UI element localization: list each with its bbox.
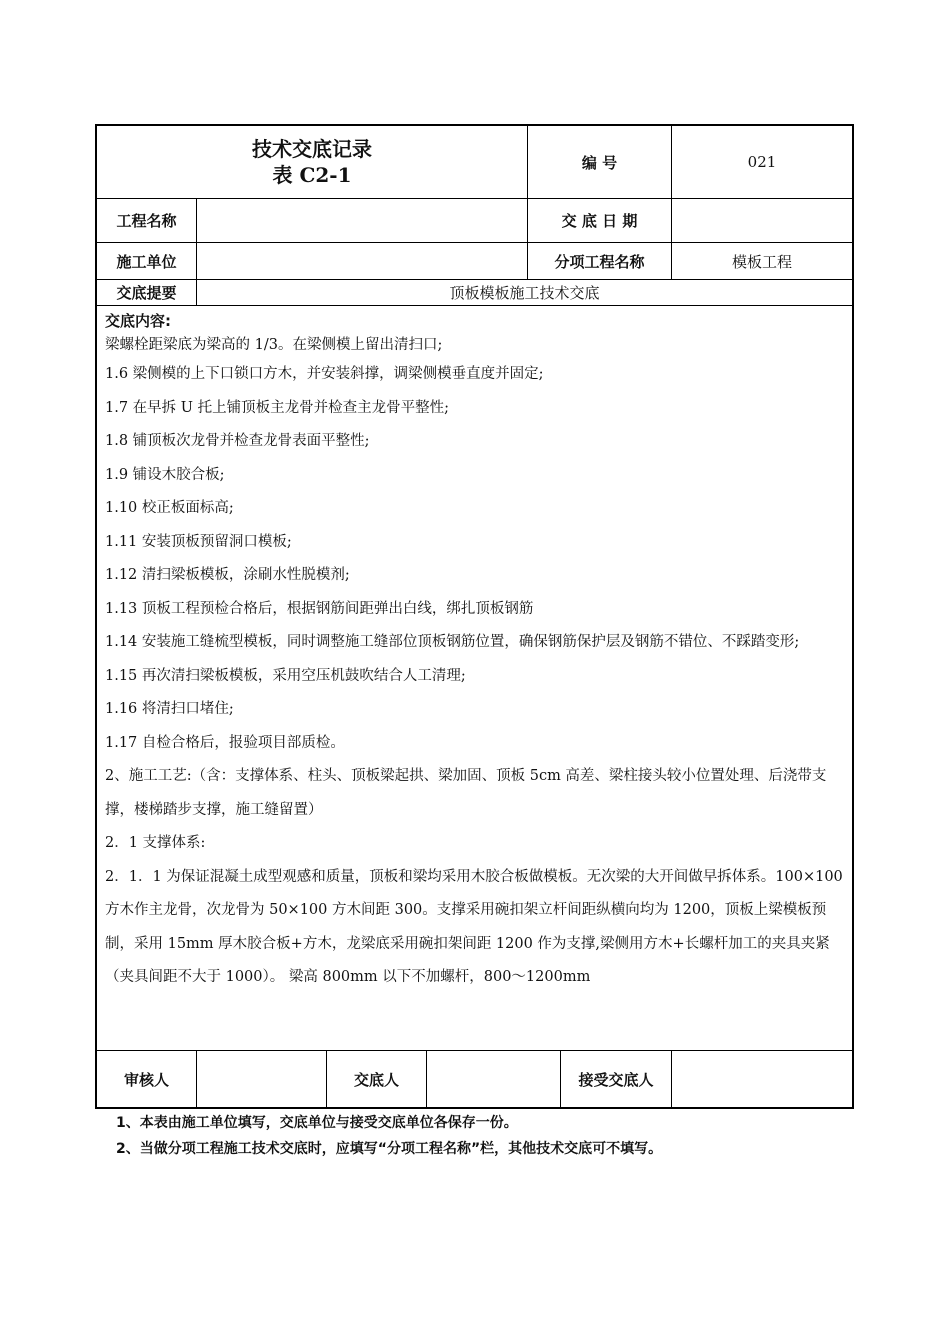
project-name-label: 工程名称 (116, 212, 177, 230)
content-line: 1.16 将清扫口堵住; (105, 701, 234, 717)
number-value: 021 (671, 126, 852, 198)
signature-row (97, 1051, 852, 1107)
date-field[interactable] (671, 199, 852, 242)
receiver-label: 接受交底人 (560, 1051, 671, 1107)
content-line: 1.12 清扫梁板模板，涂刷水性脱模剂; (105, 567, 350, 583)
reviewer-field[interactable] (196, 1051, 326, 1107)
sub-project-label: 分项工程名称 (527, 243, 671, 279)
disclosure-form (95, 124, 854, 1109)
content-line: 1.11 安装顶板预留洞口模板; (105, 533, 292, 550)
content-line: 1.13 顶板工程预检合格后，根据钢筋间距弹出白线，绑扎顶板钢筋 (105, 600, 534, 617)
construction-unit-label: 施工单位 (116, 252, 177, 271)
sub-project-value[interactable]: 模板工程 (671, 243, 852, 279)
form-notes (116, 1110, 662, 1162)
content-line: 1.14 安装施工缝梳型模板，同时调整施工缝部位顶板钢筋位置，确保钢筋保护层及钢筋不错位、不踩踏变形; (105, 634, 800, 650)
content-line: 2、施工工艺:（含：支撑体系、柱头、顶板梁起拱、梁加固、顶板 5cm 高差、梁柱接头较小位置处理、后浇带支撑，楼梯踏步支撑，施工缝留置） (105, 768, 827, 818)
form-number: 表 C2-1 (272, 163, 352, 187)
content-line: 1.10 校正板面标高; (105, 500, 234, 516)
header-row (97, 126, 852, 199)
content-label: 交底内容: (105, 312, 171, 330)
note-2: 2、当做分项工程施工技术交底时，应填写“分项工程名称”栏，其他技术交底可不填写。 (116, 1141, 663, 1157)
project-name-row (97, 199, 852, 243)
content-line: 1.6 梁侧模的上下口锁口方木，并安装斜撑，调梁侧模垂直度并固定; (105, 366, 544, 382)
receiver-field[interactable] (671, 1051, 852, 1107)
reviewer-label: 审核人 (123, 1070, 169, 1089)
number-label: 编 号 (527, 126, 671, 198)
content-line: 1.17 自检合格后，报验项目部质检。 (105, 734, 345, 751)
construction-unit-row (97, 243, 852, 280)
construction-unit-field[interactable] (196, 243, 527, 279)
content-line: 1.7 在早拆 U 托上铺顶板主龙骨并检查主龙骨平整性; (105, 399, 449, 416)
content-line: 1.15 再次清扫梁板模板，采用空压机鼓吹结合人工清理; (105, 667, 466, 684)
discloser-field[interactable] (426, 1051, 560, 1107)
content-line: 2．1 支撑体系: (105, 835, 206, 851)
form-title: 技术交底记录 (252, 137, 372, 161)
date-label: 交 底 日 期 (527, 199, 671, 242)
summary-label: 交底提要 (116, 284, 177, 302)
summary-value[interactable]: 顶板模板施工技术交底 (196, 280, 852, 305)
content-line: 1.8 铺顶板次龙骨并检查龙骨表面平整性; (105, 433, 370, 449)
content-line: 1.9 铺设木胶合板; (105, 466, 225, 483)
content-line: 梁螺栓距梁底为梁高的 1/3。在梁侧模上留出清扫口; (105, 337, 443, 353)
discloser-label: 交底人 (326, 1051, 426, 1107)
form-title-cell (97, 126, 527, 198)
project-name-field[interactable] (196, 199, 527, 242)
note-1: 1、本表由施工单位填写，交底单位与接受交底单位各保存一份。 (116, 1115, 518, 1131)
summary-row (97, 280, 852, 306)
disclosure-content (97, 306, 852, 1051)
content-line: 2．1．1 为保证混凝土成型观感和质量，顶板和梁均采用木胶合板做模板。无次梁的大开间做早拆体系。100×100 方木作主龙骨，次龙骨为 50×100 方木间距 300。支撑采用碗扣架立杆间距纵横向均为 1200，顶板上梁模板预制，采用 15mm 厚木胶合板+方木，龙梁底采用碗扣架间距 1200 作为支撑,梁侧用方木+长螺杆加工的夹具夹紧（夹具间距不大于 1000）。 梁高 800mm 以下不加螺杆，800～1200mm (105, 868, 843, 985)
